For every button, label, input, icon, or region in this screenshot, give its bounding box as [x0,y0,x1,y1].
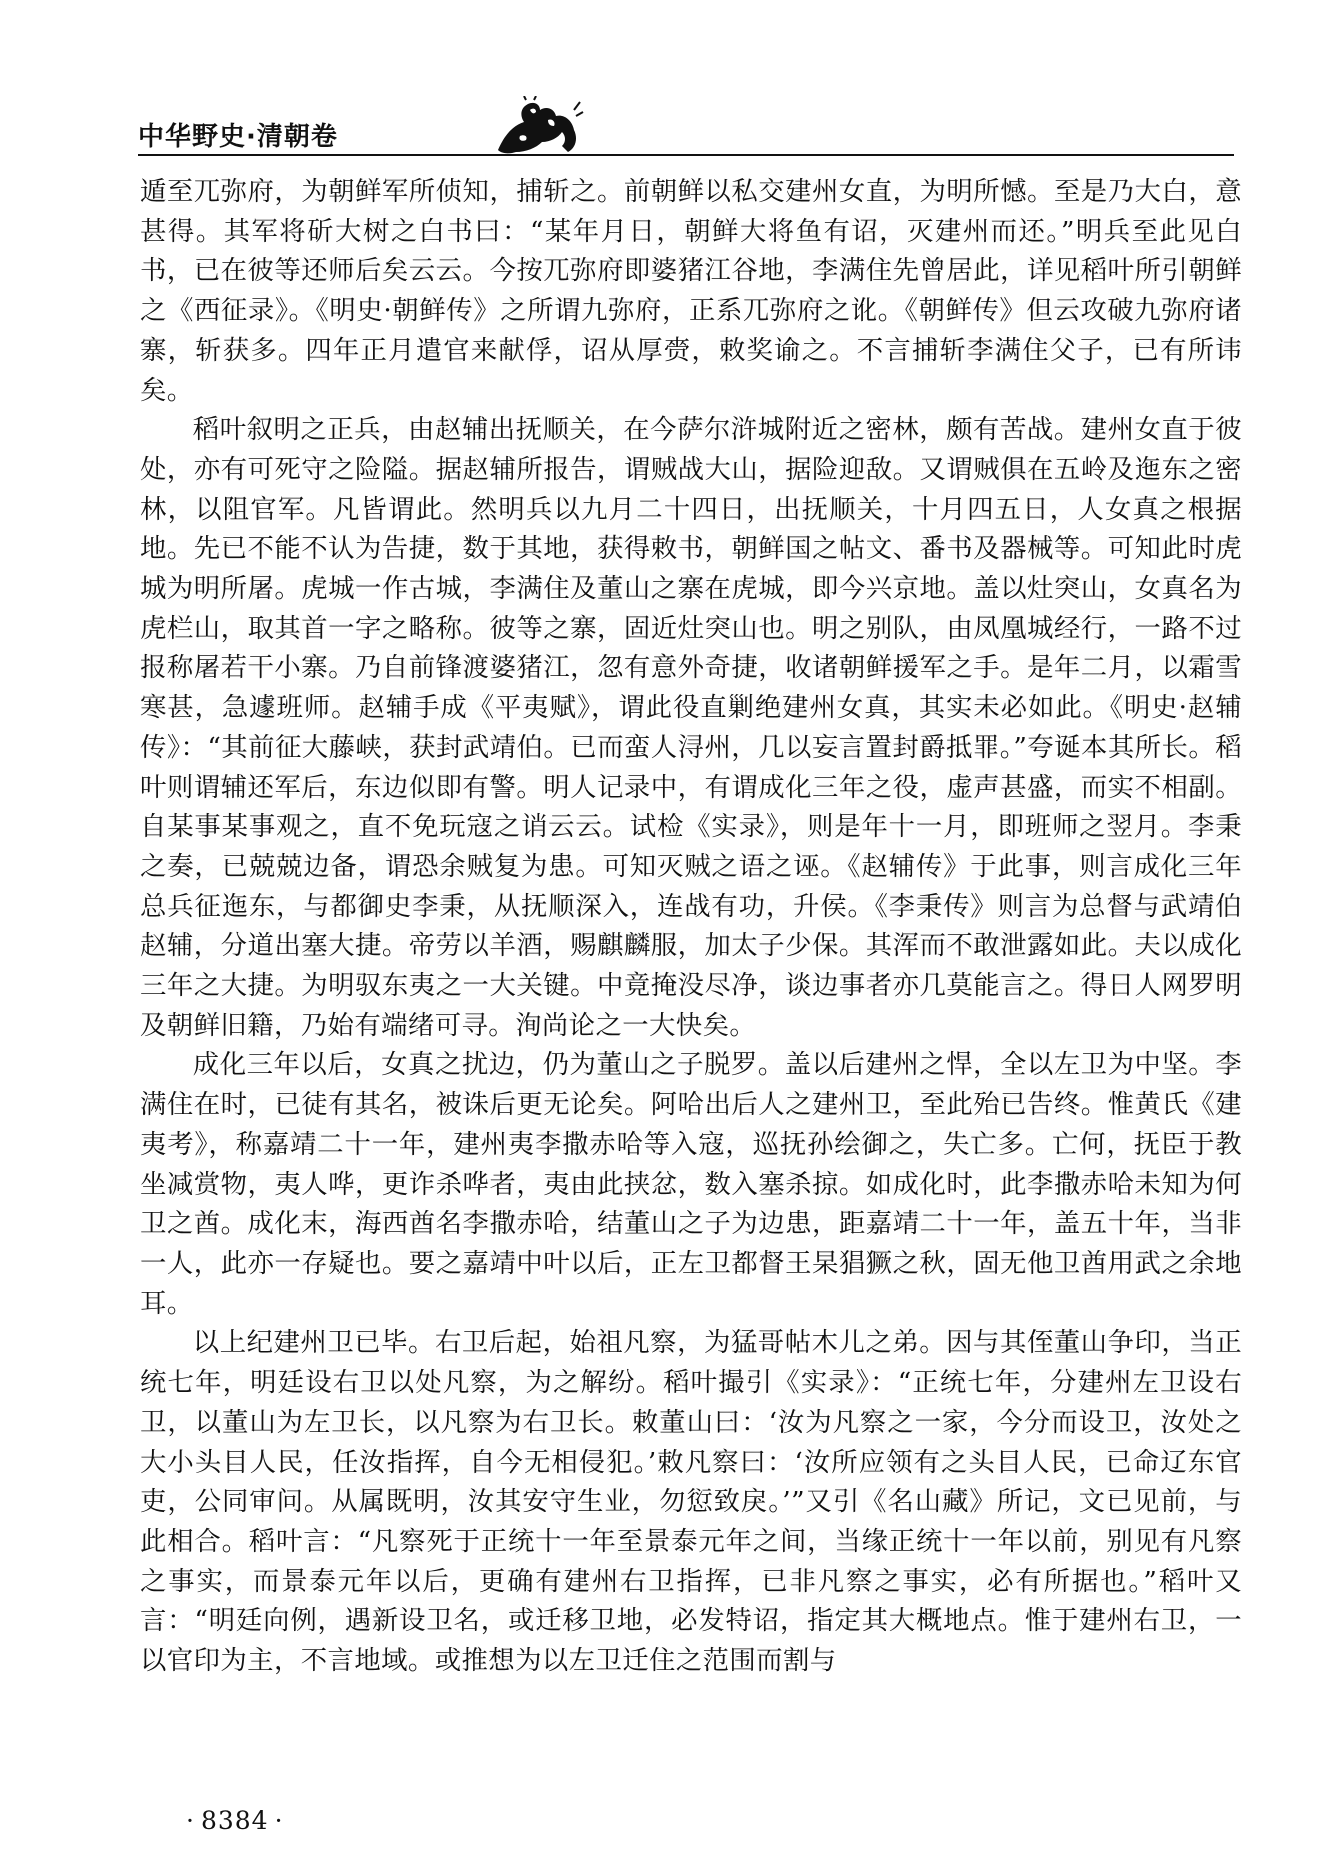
page-footer [180,1806,290,1835]
footer-dot-left: · [186,1806,195,1835]
running-head-title: 中华野史·清朝卷 [138,122,338,152]
paragraph: 成化三年以后，女真之扰边，仍为董山之子脱罗。盖以后建州之悍，全以左卫为中坚。李满住在时，已徒有其名，被诛后更无论矣。阿哈出后人之建州卫，至此殆已告终。惟黄氏《建夷考》，称嘉靖二十一年，建州夷李撒赤哈等入寇，巡抚孙绘御之，失亡多。亡何，抚臣于教坐减赏物，夷人哗，更诈杀哗者，夷由此挟忿，数入塞杀掠。如成化时，此李撒赤哈未知为何卫之酋。成化末，海西酋名李撒赤哈，结董山之子为边患，距嘉靖二十一年，盖五十年，当非一人，此亦一存疑也。要之嘉靖中叶以后，正左卫都督王杲猖獗之秋，固无他卫酋用武之余地耳。 [140,1049,1242,1319]
dragon-emblem-icon [490,96,584,158]
page-number: 8384 [200,1806,269,1835]
paragraph-continued: 遁至兀弥府，为朝鲜军所侦知，捕斩之。前朝鲜以私交建州女直，为明所憾。至是乃大白，意甚得。其军将斫大树之白书曰：“某年月日，朝鲜大将鱼有诏，灭建州而还。”明兵至此见白书，已在彼等还师后矣云云。今按兀弥府即婆猪江谷地，李满住先曾居此，详见稻叶所引朝鲜之《西征录》。《明史·朝鲜传》之所谓九弥府，正系兀弥府之讹。《朝鲜传》但云攻破九弥府诸寨，斩获多。四年正月遣官来献俘，诏从厚赍，敕奖谕之。不言捕斩李满住父子，已有所讳矣。 [140,176,1242,406]
paragraph: 稻叶叙明之正兵，由赵辅出抚顺关，在今萨尔浒城附近之密林，颇有苦战。建州女直于彼处，亦有可死守之险隘。据赵辅所报告，谓贼战大山，据险迎敌。又谓贼俱在五岭及迤东之密林，以阻官军。凡皆谓此。然明兵以九月二十四日，出抚顺关，十月四五日，人女真之根据地。先已不能不认为告捷，数于其地，获得敕书，朝鲜国之帖文、番书及器械等。可知此时虎城为明所屠。虎城一作古城，李满住及董山之寨在虎城，即今兴京地。盖以灶突山，女真名为虎栏山，取其首一字之略称。彼等之寨，固近灶突山也。明之别队，由凤凰城经行，一路不过报称屠若干小寨。乃自前锋渡婆猪江，忽有意外奇捷，收诸朝鲜援军之手。是年二月，以霜雪寒甚，急遽班师。赵辅手成《平夷赋》，谓此役直剿绝建州女真，其实未必如此。《明史·赵辅传》：“其前征大藤峡，获封武靖伯。已而蛮人浔州，几以妄言置封爵抵罪。”夸诞本其所长。稻叶则谓辅还军后，东边似即有警。明人记录中，有谓成化三年之役，虚声甚盛，而实不相副。自某事某事观之，直不免玩寇之诮云云。试检《实录》，则是年十一月，即班师之翌月。李秉之奏，已兢兢边备，谓恐余贼复为患。可知灭贼之语之诬。《赵辅传》于此事，则言成化三年总兵征迤东，与都御史李秉，从抚顺深入，连战有功，升侯。《李秉传》则言为总督与武靖伯赵辅，分道出塞大捷。帝劳以羊酒，赐麒麟服，加太子少保。其浑而不敢泄露如此。夫以成化三年之大捷。为明驭东夷之一大关键。中竟掩没尽净，谈边事者亦几莫能言之。得日人网罗明及朝鲜旧籍，乃始有端绪可寻。洵尚论之一大快矣。 [140,414,1242,1041]
header-rule [138,154,1234,156]
paragraph: 以上纪建州卫已毕。右卫后起，始祖凡察，为猛哥帖木儿之弟。因与其侄董山争印，当正统七年，明廷设右卫以处凡察，为之解纷。稻叶撮引《实录》：“正统七年，分建州左卫设右卫，以董山为左卫长，以凡察为右卫长。敕董山曰：‘汝为凡察之一家，今分而设卫，汝处之大小头目人民，任汝指挥，自今无相侵犯。’敕凡察曰：‘汝所应领有之头目人民，已命辽东官吏，公同审问。从属既明，汝其安守生业，勿愆致戾。’”又引《名山藏》所记，文已见前，与此相合。稻叶言：“凡察死于正统十一年至景泰元年之间，当缘正统十一年以前，别见有凡察之事实，而景泰元年以后，更确有建州右卫指挥，已非凡察之事实，必有所据也。”稻叶又言：“明廷向例，遇新设卫名，或迁移卫地，必发特诏，指定其大概地点。惟于建州右卫，一以官印为主，不言地域。或推想为以左卫迁住之范围而割与 [140,1327,1242,1677]
page-header [138,96,1234,158]
page-body [140,172,1242,1681]
footer-dot-right: · [274,1806,284,1835]
